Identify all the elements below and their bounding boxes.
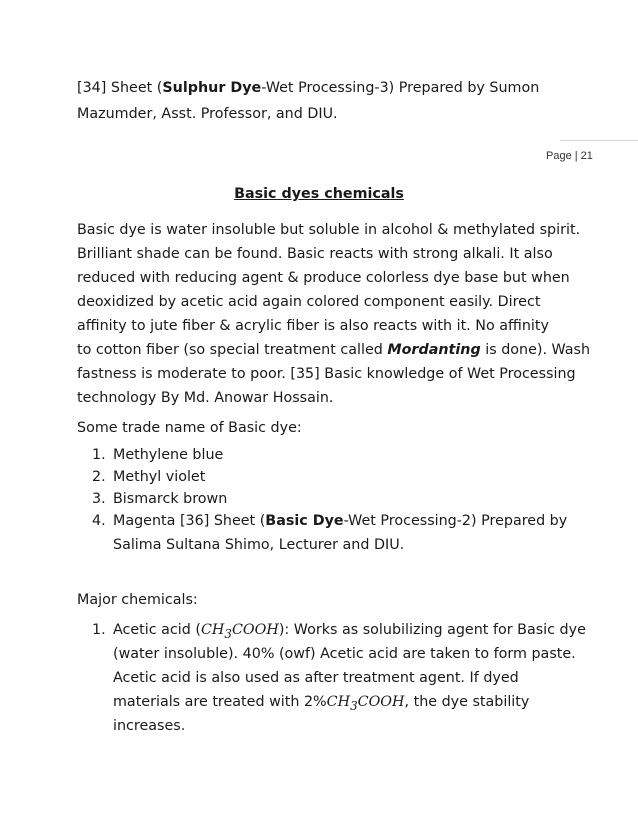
list-item-continuation: Acetic acid is also used as after treatment agent. If dyed [113,670,519,686]
list-number: 1. [92,447,106,463]
chemical-formula: $CH_3COOH$ [326,694,405,713]
paragraph-line: reduced with reducing agent & produce colorless dye base but when [77,270,570,286]
section-heading: Basic dyes chemicals [234,186,404,202]
list-item: Bismarck brown [113,491,228,507]
page-number-rule [560,140,638,141]
list-item-continuation: (water insoluble). 40% (owf) Acetic acid are taken to form paste. [113,646,576,662]
paragraph-line: Brilliant shade can be found. Basic reacts with strong alkali. It also [77,246,553,262]
page-number: Page | 21 [546,150,593,162]
paragraph-line: deoxidized by acetic acid again colored component easily. Direct [77,294,541,310]
chemical-formula: $CH_3COOH$ [200,622,279,641]
list-item-continuation: materials are treated with $2\%CH_3COOH$, the dye stability [113,694,530,713]
citation-line-2: Mazumder, Asst. Professor, and DIU. [77,106,338,122]
list-item: Methyl violet [113,469,206,485]
list-item: Magenta [36] Sheet (Basic Dye-Wet Processing-2) Prepared by [113,513,568,529]
list-item-continuation: increases. [113,718,186,734]
emphasis-term: Mordanting [387,342,481,358]
list-item-continuation: Salima Sultana Shimo, Lecturer and DIU. [113,537,405,553]
list-number: 4. [92,513,106,529]
major-chemicals-heading: Major chemicals: [77,592,198,608]
paragraph-line: Basic dye is water insoluble but soluble in alcohol & methylated spirit. [77,222,581,238]
citation-line-1: [34] Sheet (Sulphur Dye-Wet Processing-3) Prepared by Sumon [77,80,540,96]
list-item: Acetic acid $(CH_3COOH)$: Works as solubilizing agent for Basic dye [113,622,586,641]
list-number: 3. [92,491,106,507]
paragraph-line: affinity to jute fiber & acrylic fiber is also reacts with it. No affinity [77,318,549,334]
list-number: 2. [92,469,106,485]
list-item: Methylene blue [113,447,224,463]
paragraph-line: fastness is moderate to poor. [35] Basic knowledge of Wet Processing [77,366,576,382]
trade-names-intro: Some trade name of Basic dye: [77,420,302,436]
list-number: 1. [92,622,106,638]
paragraph-line: technology By Md. Anowar Hossain. [77,390,334,406]
paragraph-line: to cotton fiber (so special treatment called Mordanting is done). Wash [77,342,591,358]
